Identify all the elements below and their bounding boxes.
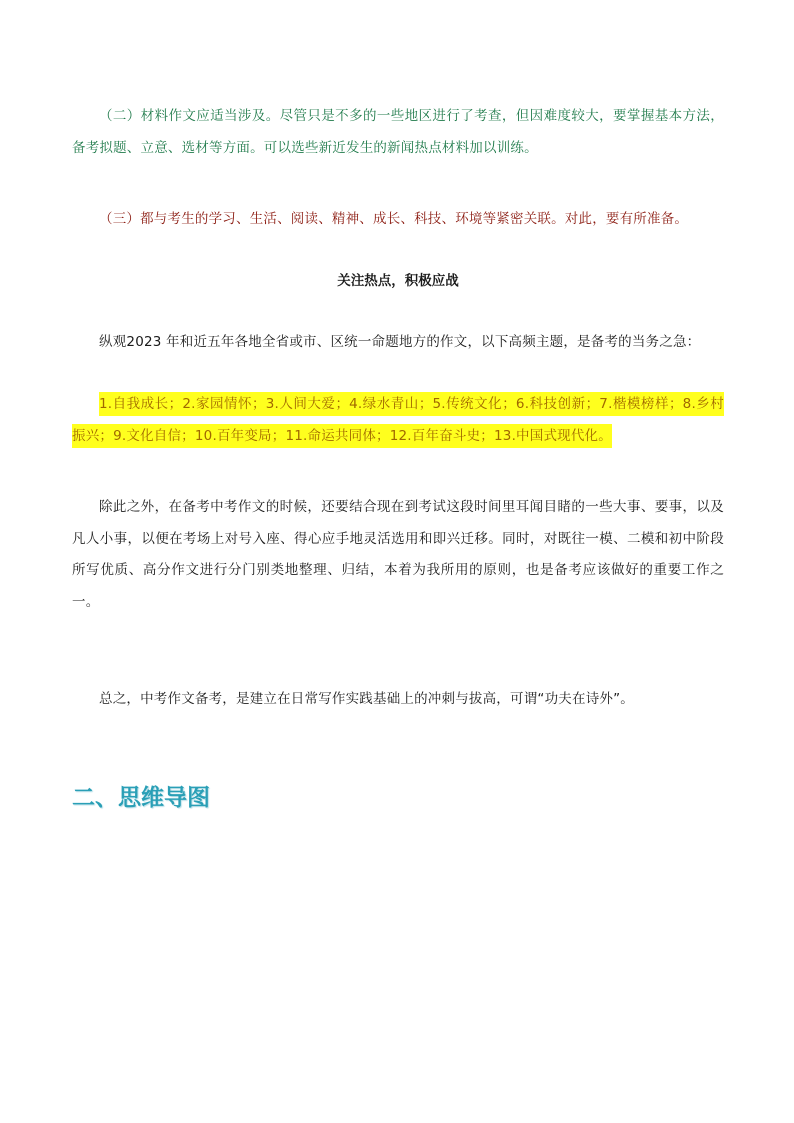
paragraph-preparation: 除此之外，在备考中考作文的时候，还要结合现在到考试这段时间里耳闻目睹的一些大事、要事，以及凡人小事，以便在考场上对号入座、得心应手地灵活选用和即兴迁移。同时，对既往一模、二模和初中阶段所写优质、高分作文进行分门别类地整理、归结，本着为我所用的原则，也是备考应该做好的重要工作之一。 — [72, 499, 724, 610]
paragraph-summary: 总之，中考作文备考，是建立在日常写作实践基础上的冲刺与拔高，可谓“功夫在诗外”。 — [99, 691, 634, 707]
subheading-hot-topics: 关注热点，积极应战 — [337, 273, 459, 289]
section-title-mind-map: 二、思维导图 — [72, 785, 210, 811]
paragraph-student-life: （三）都与考生的学习、生活、阅读、精神、成长、科技、环境等紧密关联。对此，要有所准备。 — [99, 211, 689, 227]
paragraph-material-essay: （二）材料作文应适当涉及。尽管只是不多的一些地区进行了考查，但因难度较大，要掌握基本方法，备考拟题、立意、选材等方面。可以选些新近发生的新闻热点材料加以训练。 — [72, 108, 724, 156]
paragraph-overview: 纵观2023 年和近五年各地全省或市、区统一命题地方的作文，以下高频主题，是备考的当务之急： — [99, 334, 701, 350]
highlighted-theme-list: 1.自我成长；2.家园情怀；3.人间大爱；4.绿水青山；5.传统文化；6.科技创新；7.楷模榜样；8.乡村振兴；9.文化自信；10.百年变局；11.命运共同体；12.百年奋斗史；13.中国式现代化。 — [72, 392, 724, 448]
paragraph-theme-list — [72, 388, 724, 452]
